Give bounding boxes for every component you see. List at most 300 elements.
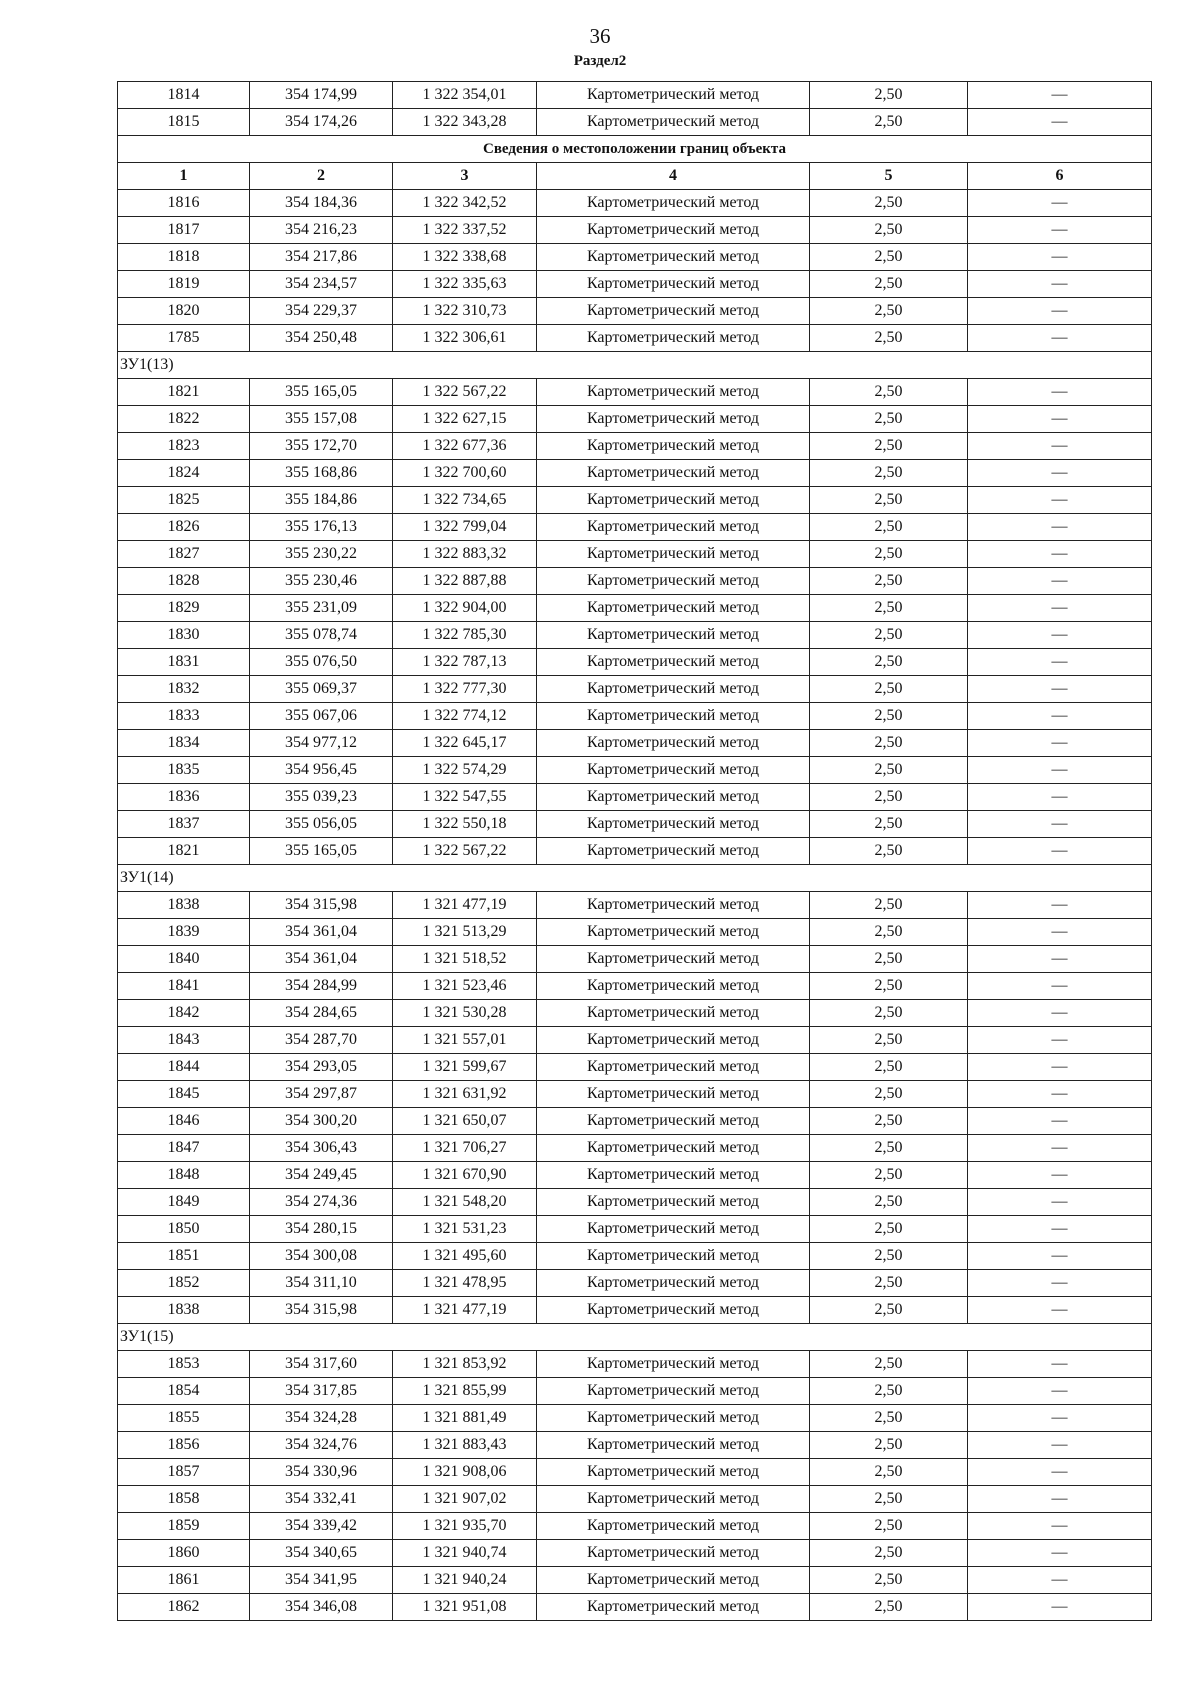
x-coordinate-cell: 354 284,99 — [250, 973, 393, 1000]
point-number-cell: 1833 — [118, 703, 250, 730]
accuracy-cell: 2,50 — [810, 757, 968, 784]
x-coordinate-cell: 354 297,87 — [250, 1081, 393, 1108]
accuracy-cell: 2,50 — [810, 1108, 968, 1135]
description-cell: — — [968, 109, 1152, 136]
method-cell: Картометрический метод — [537, 622, 810, 649]
y-coordinate-cell: 1 321 531,23 — [393, 1216, 537, 1243]
accuracy-cell: 2,50 — [810, 109, 968, 136]
y-coordinate-cell: 1 322 567,22 — [393, 379, 537, 406]
table-row — [118, 1081, 1152, 1108]
method-cell: Картометрический метод — [537, 487, 810, 514]
method-cell: Картометрический метод — [537, 1540, 810, 1567]
accuracy-cell: 2,50 — [810, 1432, 968, 1459]
accuracy-cell: 2,50 — [810, 1540, 968, 1567]
description-cell: — — [968, 1243, 1152, 1270]
accuracy-cell: 2,50 — [810, 1000, 968, 1027]
method-cell: Картометрический метод — [537, 1486, 810, 1513]
method-cell: Картометрический метод — [537, 676, 810, 703]
parcel-group-row — [118, 865, 1152, 892]
description-cell: — — [968, 568, 1152, 595]
y-coordinate-cell: 1 322 887,88 — [393, 568, 537, 595]
description-cell: — — [968, 1189, 1152, 1216]
column-number-header: 5 — [810, 163, 968, 190]
y-coordinate-cell: 1 322 342,52 — [393, 190, 537, 217]
point-number-cell: 1852 — [118, 1270, 250, 1297]
accuracy-cell: 2,50 — [810, 1135, 968, 1162]
x-coordinate-cell: 355 231,09 — [250, 595, 393, 622]
accuracy-cell: 2,50 — [810, 838, 968, 865]
description-cell: — — [968, 1216, 1152, 1243]
accuracy-cell: 2,50 — [810, 811, 968, 838]
method-cell: Картометрический метод — [537, 1270, 810, 1297]
table-row — [118, 595, 1152, 622]
y-coordinate-cell: 1 321 599,67 — [393, 1054, 537, 1081]
x-coordinate-cell: 354 361,04 — [250, 919, 393, 946]
y-coordinate-cell: 1 321 883,43 — [393, 1432, 537, 1459]
point-number-cell: 1835 — [118, 757, 250, 784]
x-coordinate-cell: 354 330,96 — [250, 1459, 393, 1486]
parcel-group-row — [118, 1324, 1152, 1351]
table-row — [118, 406, 1152, 433]
method-cell: Картометрический метод — [537, 217, 810, 244]
description-cell: — — [968, 1459, 1152, 1486]
accuracy-cell: 2,50 — [810, 487, 968, 514]
table-row — [118, 1459, 1152, 1486]
x-coordinate-cell: 354 293,05 — [250, 1054, 393, 1081]
table-row — [118, 973, 1152, 1000]
y-coordinate-cell: 1 321 477,19 — [393, 1297, 537, 1324]
point-number-cell: 1850 — [118, 1216, 250, 1243]
parcel-label: ЗУ1(14) — [118, 865, 1152, 892]
method-cell: Картометрический метод — [537, 82, 810, 109]
accuracy-cell: 2,50 — [810, 1270, 968, 1297]
method-cell: Картометрический метод — [537, 379, 810, 406]
description-cell: — — [968, 649, 1152, 676]
table-row — [118, 784, 1152, 811]
table-row — [118, 757, 1152, 784]
point-number-cell: 1824 — [118, 460, 250, 487]
y-coordinate-cell: 1 321 518,52 — [393, 946, 537, 973]
x-coordinate-cell: 355 078,74 — [250, 622, 393, 649]
x-coordinate-cell: 354 306,43 — [250, 1135, 393, 1162]
point-number-cell: 1839 — [118, 919, 250, 946]
accuracy-cell: 2,50 — [810, 244, 968, 271]
x-coordinate-cell: 354 341,95 — [250, 1567, 393, 1594]
x-coordinate-cell: 354 956,45 — [250, 757, 393, 784]
description-cell: — — [968, 946, 1152, 973]
description-cell: — — [968, 1054, 1152, 1081]
column-numbers-row — [118, 163, 1152, 190]
x-coordinate-cell: 354 317,85 — [250, 1378, 393, 1405]
description-cell: — — [968, 838, 1152, 865]
table-row — [118, 82, 1152, 109]
description-cell: — — [968, 1162, 1152, 1189]
y-coordinate-cell: 1 322 700,60 — [393, 460, 537, 487]
description-cell: — — [968, 1594, 1152, 1621]
description-cell: — — [968, 703, 1152, 730]
table-row — [118, 622, 1152, 649]
x-coordinate-cell: 354 977,12 — [250, 730, 393, 757]
y-coordinate-cell: 1 322 645,17 — [393, 730, 537, 757]
table-row — [118, 1297, 1152, 1324]
description-cell: — — [968, 892, 1152, 919]
description-cell: — — [968, 1027, 1152, 1054]
description-cell: — — [968, 514, 1152, 541]
description-cell: — — [968, 190, 1152, 217]
table-row — [118, 1567, 1152, 1594]
y-coordinate-cell: 1 321 853,92 — [393, 1351, 537, 1378]
accuracy-cell: 2,50 — [810, 919, 968, 946]
method-cell: Картометрический метод — [537, 1135, 810, 1162]
section-title: Раздел2 — [573, 53, 627, 69]
description-cell: — — [968, 217, 1152, 244]
table-row — [118, 1513, 1152, 1540]
point-number-cell: 1846 — [118, 1108, 250, 1135]
x-coordinate-cell: 355 056,05 — [250, 811, 393, 838]
y-coordinate-cell: 1 322 574,29 — [393, 757, 537, 784]
point-number-cell: 1861 — [118, 1567, 250, 1594]
accuracy-cell: 2,50 — [810, 1378, 968, 1405]
x-coordinate-cell: 354 284,65 — [250, 1000, 393, 1027]
point-number-cell: 1820 — [118, 298, 250, 325]
method-cell: Картометрический метод — [537, 568, 810, 595]
description-cell: — — [968, 811, 1152, 838]
y-coordinate-cell: 1 321 650,07 — [393, 1108, 537, 1135]
accuracy-cell: 2,50 — [810, 1405, 968, 1432]
y-coordinate-cell: 1 322 310,73 — [393, 298, 537, 325]
x-coordinate-cell: 355 165,05 — [250, 838, 393, 865]
method-cell: Картометрический метод — [537, 271, 810, 298]
parcel-label: ЗУ1(13) — [118, 352, 1152, 379]
y-coordinate-cell: 1 321 940,74 — [393, 1540, 537, 1567]
x-coordinate-cell: 355 184,86 — [250, 487, 393, 514]
description-cell: — — [968, 1351, 1152, 1378]
page-number: 36 — [589, 24, 611, 48]
x-coordinate-cell: 354 300,08 — [250, 1243, 393, 1270]
method-cell: Картометрический метод — [537, 919, 810, 946]
method-cell: Картометрический метод — [537, 703, 810, 730]
y-coordinate-cell: 1 321 523,46 — [393, 973, 537, 1000]
x-coordinate-cell: 354 361,04 — [250, 946, 393, 973]
x-coordinate-cell: 354 174,26 — [250, 109, 393, 136]
accuracy-cell: 2,50 — [810, 541, 968, 568]
method-cell: Картометрический метод — [537, 1189, 810, 1216]
boundary-coordinates-table — [117, 81, 1152, 1621]
accuracy-cell: 2,50 — [810, 973, 968, 1000]
x-coordinate-cell: 354 217,86 — [250, 244, 393, 271]
method-cell: Картометрический метод — [537, 946, 810, 973]
description-cell: — — [968, 541, 1152, 568]
accuracy-cell: 2,50 — [810, 325, 968, 352]
point-number-cell: 1854 — [118, 1378, 250, 1405]
accuracy-cell: 2,50 — [810, 1189, 968, 1216]
method-cell: Картометрический метод — [537, 1054, 810, 1081]
accuracy-cell: 2,50 — [810, 595, 968, 622]
accuracy-cell: 2,50 — [810, 1243, 968, 1270]
method-cell: Картометрический метод — [537, 244, 810, 271]
method-cell: Картометрический метод — [537, 298, 810, 325]
x-coordinate-cell: 354 315,98 — [250, 1297, 393, 1324]
y-coordinate-cell: 1 322 343,28 — [393, 109, 537, 136]
x-coordinate-cell: 354 280,15 — [250, 1216, 393, 1243]
table-row — [118, 1027, 1152, 1054]
y-coordinate-cell: 1 321 477,19 — [393, 892, 537, 919]
point-number-cell: 1832 — [118, 676, 250, 703]
x-coordinate-cell: 354 249,45 — [250, 1162, 393, 1189]
description-cell: — — [968, 622, 1152, 649]
point-number-cell: 1847 — [118, 1135, 250, 1162]
x-coordinate-cell: 354 317,60 — [250, 1351, 393, 1378]
description-cell: — — [968, 1297, 1152, 1324]
y-coordinate-cell: 1 322 627,15 — [393, 406, 537, 433]
description-cell: — — [968, 1270, 1152, 1297]
point-number-cell: 1816 — [118, 190, 250, 217]
x-coordinate-cell: 354 174,99 — [250, 82, 393, 109]
x-coordinate-cell: 354 300,20 — [250, 1108, 393, 1135]
table-row — [118, 946, 1152, 973]
accuracy-cell: 2,50 — [810, 946, 968, 973]
accuracy-cell: 2,50 — [810, 1513, 968, 1540]
x-coordinate-cell: 355 157,08 — [250, 406, 393, 433]
y-coordinate-cell: 1 321 855,99 — [393, 1378, 537, 1405]
method-cell: Картометрический метод — [537, 1594, 810, 1621]
point-number-cell: 1830 — [118, 622, 250, 649]
x-coordinate-cell: 354 287,70 — [250, 1027, 393, 1054]
table-row — [118, 1135, 1152, 1162]
accuracy-cell: 2,50 — [810, 676, 968, 703]
point-number-cell: 1834 — [118, 730, 250, 757]
point-number-cell: 1814 — [118, 82, 250, 109]
x-coordinate-cell: 354 229,37 — [250, 298, 393, 325]
point-number-cell: 1858 — [118, 1486, 250, 1513]
x-coordinate-cell: 354 274,36 — [250, 1189, 393, 1216]
description-cell: — — [968, 595, 1152, 622]
accuracy-cell: 2,50 — [810, 649, 968, 676]
x-coordinate-cell: 355 168,86 — [250, 460, 393, 487]
table-body — [118, 82, 1152, 1621]
description-cell: — — [968, 919, 1152, 946]
y-coordinate-cell: 1 322 904,00 — [393, 595, 537, 622]
y-coordinate-cell: 1 321 478,95 — [393, 1270, 537, 1297]
method-cell: Картометрический метод — [537, 190, 810, 217]
table-row — [118, 838, 1152, 865]
accuracy-cell: 2,50 — [810, 703, 968, 730]
point-number-cell: 1844 — [118, 1054, 250, 1081]
y-coordinate-cell: 1 322 734,65 — [393, 487, 537, 514]
point-number-cell: 1826 — [118, 514, 250, 541]
parcel-label: ЗУ1(15) — [118, 1324, 1152, 1351]
point-number-cell: 1843 — [118, 1027, 250, 1054]
y-coordinate-cell: 1 322 338,68 — [393, 244, 537, 271]
table-row — [118, 1432, 1152, 1459]
accuracy-cell: 2,50 — [810, 271, 968, 298]
method-cell: Картометрический метод — [537, 325, 810, 352]
method-cell: Картометрический метод — [537, 892, 810, 919]
accuracy-cell: 2,50 — [810, 1162, 968, 1189]
accuracy-cell: 2,50 — [810, 433, 968, 460]
x-coordinate-cell: 355 176,13 — [250, 514, 393, 541]
y-coordinate-cell: 1 322 354,01 — [393, 82, 537, 109]
x-coordinate-cell: 355 076,50 — [250, 649, 393, 676]
y-coordinate-cell: 1 321 495,60 — [393, 1243, 537, 1270]
x-coordinate-cell: 354 315,98 — [250, 892, 393, 919]
method-cell: Картометрический метод — [537, 1027, 810, 1054]
method-cell: Картометрический метод — [537, 514, 810, 541]
table-row — [118, 433, 1152, 460]
description-cell: — — [968, 244, 1152, 271]
method-cell: Картометрический метод — [537, 1081, 810, 1108]
method-cell: Картометрический метод — [537, 1432, 810, 1459]
table-row — [118, 217, 1152, 244]
point-number-cell: 1851 — [118, 1243, 250, 1270]
table-row — [118, 811, 1152, 838]
point-number-cell: 1838 — [118, 892, 250, 919]
y-coordinate-cell: 1 322 567,22 — [393, 838, 537, 865]
method-cell: Картометрический метод — [537, 838, 810, 865]
method-cell: Картометрический метод — [537, 973, 810, 1000]
description-cell: — — [968, 433, 1152, 460]
table-row — [118, 1108, 1152, 1135]
description-cell: — — [968, 1405, 1152, 1432]
x-coordinate-cell: 355 172,70 — [250, 433, 393, 460]
point-number-cell: 1837 — [118, 811, 250, 838]
method-cell: Картометрический метод — [537, 757, 810, 784]
point-number-cell: 1855 — [118, 1405, 250, 1432]
description-cell: — — [968, 487, 1152, 514]
y-coordinate-cell: 1 321 548,20 — [393, 1189, 537, 1216]
table-row — [118, 1243, 1152, 1270]
y-coordinate-cell: 1 321 935,70 — [393, 1513, 537, 1540]
y-coordinate-cell: 1 322 335,63 — [393, 271, 537, 298]
method-cell: Картометрический метод — [537, 406, 810, 433]
table-row — [118, 703, 1152, 730]
y-coordinate-cell: 1 321 940,24 — [393, 1567, 537, 1594]
accuracy-cell: 2,50 — [810, 622, 968, 649]
accuracy-cell: 2,50 — [810, 730, 968, 757]
point-number-cell: 1848 — [118, 1162, 250, 1189]
column-number-header: 1 — [118, 163, 250, 190]
table-row — [118, 514, 1152, 541]
table-row — [118, 919, 1152, 946]
accuracy-cell: 2,50 — [810, 460, 968, 487]
description-cell: — — [968, 730, 1152, 757]
accuracy-cell: 2,50 — [810, 514, 968, 541]
method-cell: Картометрический метод — [537, 1513, 810, 1540]
method-cell: Картометрический метод — [537, 595, 810, 622]
method-cell: Картометрический метод — [537, 649, 810, 676]
point-number-cell: 1823 — [118, 433, 250, 460]
table-row — [118, 1486, 1152, 1513]
point-number-cell: 1845 — [118, 1081, 250, 1108]
point-number-cell: 1785 — [118, 325, 250, 352]
table-row — [118, 271, 1152, 298]
point-number-cell: 1841 — [118, 973, 250, 1000]
description-cell: — — [968, 298, 1152, 325]
accuracy-cell: 2,50 — [810, 217, 968, 244]
y-coordinate-cell: 1 322 550,18 — [393, 811, 537, 838]
x-coordinate-cell: 355 067,06 — [250, 703, 393, 730]
point-number-cell: 1849 — [118, 1189, 250, 1216]
description-cell: — — [968, 1540, 1152, 1567]
method-cell: Картометрический метод — [537, 1378, 810, 1405]
method-cell: Картометрический метод — [537, 109, 810, 136]
point-number-cell: 1818 — [118, 244, 250, 271]
x-coordinate-cell: 354 250,48 — [250, 325, 393, 352]
column-number-header: 6 — [968, 163, 1152, 190]
method-cell: Картометрический метод — [537, 1162, 810, 1189]
accuracy-cell: 2,50 — [810, 379, 968, 406]
y-coordinate-cell: 1 321 881,49 — [393, 1405, 537, 1432]
description-cell: — — [968, 1567, 1152, 1594]
y-coordinate-cell: 1 322 337,52 — [393, 217, 537, 244]
method-cell: Картометрический метод — [537, 1405, 810, 1432]
point-number-cell: 1836 — [118, 784, 250, 811]
x-coordinate-cell: 354 332,41 — [250, 1486, 393, 1513]
point-number-cell: 1817 — [118, 217, 250, 244]
table-row — [118, 892, 1152, 919]
point-number-cell: 1838 — [118, 1297, 250, 1324]
method-cell: Картометрический метод — [537, 1108, 810, 1135]
description-cell: — — [968, 1135, 1152, 1162]
accuracy-cell: 2,50 — [810, 1027, 968, 1054]
y-coordinate-cell: 1 322 547,55 — [393, 784, 537, 811]
method-cell: Картометрический метод — [537, 784, 810, 811]
table-row — [118, 1216, 1152, 1243]
description-cell: — — [968, 406, 1152, 433]
point-number-cell: 1822 — [118, 406, 250, 433]
point-number-cell: 1828 — [118, 568, 250, 595]
point-number-cell: 1862 — [118, 1594, 250, 1621]
method-cell: Картометрический метод — [537, 1243, 810, 1270]
description-cell: — — [968, 82, 1152, 109]
accuracy-cell: 2,50 — [810, 1297, 968, 1324]
table-row — [118, 1000, 1152, 1027]
method-cell: Картометрический метод — [537, 1567, 810, 1594]
method-cell: Картометрический метод — [537, 811, 810, 838]
description-cell: — — [968, 1513, 1152, 1540]
point-number-cell: 1821 — [118, 379, 250, 406]
method-cell: Картометрический метод — [537, 1216, 810, 1243]
point-number-cell: 1825 — [118, 487, 250, 514]
table-row — [118, 244, 1152, 271]
y-coordinate-cell: 1 321 908,06 — [393, 1459, 537, 1486]
description-cell: — — [968, 379, 1152, 406]
column-number-header: 4 — [537, 163, 810, 190]
y-coordinate-cell: 1 322 306,61 — [393, 325, 537, 352]
table-row — [118, 730, 1152, 757]
x-coordinate-cell: 354 184,36 — [250, 190, 393, 217]
accuracy-cell: 2,50 — [810, 784, 968, 811]
x-coordinate-cell: 355 039,23 — [250, 784, 393, 811]
column-number-header: 3 — [393, 163, 537, 190]
table-row — [118, 568, 1152, 595]
table-row — [118, 1594, 1152, 1621]
method-cell: Картометрический метод — [537, 1000, 810, 1027]
accuracy-cell: 2,50 — [810, 1054, 968, 1081]
accuracy-cell: 2,50 — [810, 1216, 968, 1243]
accuracy-cell: 2,50 — [810, 1459, 968, 1486]
description-cell: — — [968, 1378, 1152, 1405]
object-heading-row — [118, 136, 1152, 163]
y-coordinate-cell: 1 321 951,08 — [393, 1594, 537, 1621]
point-number-cell: 1853 — [118, 1351, 250, 1378]
x-coordinate-cell: 354 346,08 — [250, 1594, 393, 1621]
table-row — [118, 325, 1152, 352]
accuracy-cell: 2,50 — [810, 190, 968, 217]
accuracy-cell: 2,50 — [810, 82, 968, 109]
description-cell: — — [968, 973, 1152, 1000]
description-cell: — — [968, 757, 1152, 784]
